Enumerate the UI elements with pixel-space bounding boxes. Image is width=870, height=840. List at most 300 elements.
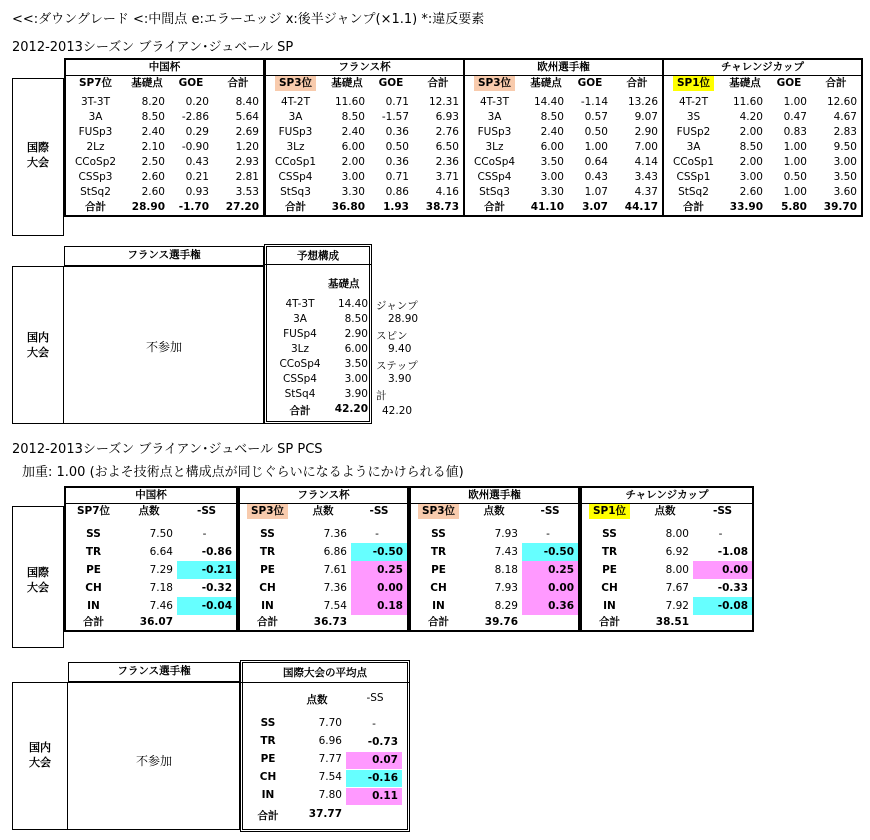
element-total: 2.90 — [634, 126, 658, 138]
component-score: 7.54 — [323, 600, 347, 612]
event-name: 欧州選手権 — [410, 487, 579, 504]
element-row — [663, 95, 862, 110]
component-code: PE — [602, 564, 617, 576]
sp-domestic-absent: 不参加 — [145, 340, 182, 354]
element-code: StSq2 — [678, 186, 709, 198]
element-total: 9.07 — [634, 111, 658, 123]
sum-base: 33.90 — [729, 201, 763, 213]
component-code: PE — [86, 564, 101, 576]
component-code: PE — [431, 564, 446, 576]
sp-domestic-name: フランス選手権 — [127, 249, 201, 261]
goe-value: 0.36 — [385, 126, 409, 138]
event-name: フランス杯 — [265, 59, 464, 76]
base-value: 11.60 — [732, 96, 763, 108]
forecast-note: 計 — [376, 390, 387, 402]
rank-badge — [410, 504, 466, 520]
pcs-row — [239, 525, 408, 543]
sum-score: 36.07 — [139, 616, 173, 628]
component-code: CH — [85, 582, 102, 594]
goe-value: 0.93 — [185, 186, 209, 198]
element-row — [464, 110, 663, 125]
goe-value: 0.86 — [385, 186, 409, 198]
col-total: 合計 — [626, 77, 648, 89]
goe-value: 1.00 — [783, 186, 807, 198]
forecast-note: 9.40 — [388, 343, 412, 355]
component-diff: 0.00 — [522, 579, 579, 597]
goe-value: 0.71 — [385, 171, 409, 183]
component-diff: 0.00 — [693, 561, 753, 579]
element-row — [265, 170, 464, 185]
component-diff: -0.04 — [177, 597, 237, 615]
sum-label: 合計 — [428, 616, 449, 628]
forecast-base: 3.00 — [344, 373, 368, 385]
rank-badge — [464, 76, 524, 92]
goe-value: -1.57 — [381, 111, 409, 123]
element-row — [265, 110, 464, 125]
component-score: 7.29 — [149, 564, 173, 576]
element-total: 6.50 — [435, 141, 459, 153]
forecast-note: ジャンプ — [376, 300, 418, 312]
base-value: 3.00 — [341, 171, 365, 183]
pcs-event-table — [409, 486, 580, 632]
forecast-col-base: 基礎点 — [328, 278, 360, 290]
element-row — [663, 155, 862, 170]
base-value: 8.50 — [341, 111, 365, 123]
base-value: 2.60 — [739, 186, 763, 198]
element-total: 2.36 — [435, 156, 459, 168]
element-row — [464, 140, 663, 155]
pcs-event-table — [238, 486, 409, 632]
pcs-row — [239, 561, 408, 579]
sp-event-table — [463, 58, 664, 217]
sum-total: 27.20 — [225, 201, 259, 213]
element-total: 2.93 — [235, 156, 259, 168]
component-diff: -0.32 — [201, 582, 233, 594]
col-goe: GOE — [178, 77, 204, 89]
element-code: StSq3 — [280, 186, 311, 198]
event-name: チャレンジカップ — [581, 487, 753, 504]
forecast-element: CSSp4 — [282, 373, 317, 385]
average-diff: - — [372, 718, 376, 730]
element-code: CSSp4 — [477, 171, 512, 183]
average-divider — [240, 682, 410, 683]
base-value: 3.30 — [341, 186, 365, 198]
element-code: 3A — [686, 141, 701, 153]
base-value: 6.00 — [341, 141, 365, 153]
col-total: 合計 — [227, 77, 249, 89]
element-row — [65, 170, 264, 185]
pcs-row — [65, 561, 237, 579]
component-diff: -0.86 — [201, 546, 233, 558]
component-score: 7.43 — [494, 546, 518, 558]
goe-value: -2.86 — [181, 111, 209, 123]
pcs-row — [65, 543, 237, 561]
component-score: 8.29 — [494, 600, 518, 612]
component-score: 8.00 — [665, 528, 689, 540]
forecast-element: FUSp4 — [283, 328, 317, 340]
average-score: 7.80 — [318, 789, 342, 801]
rank-badge-fill: SP1位 — [673, 76, 714, 92]
sum-label: 合計 — [599, 616, 620, 628]
base-value: 2.40 — [540, 126, 564, 138]
pcs-weight: 加重: 1.00 (およそ技術点と構成点が同じぐらいになるようにかけられる値) — [22, 465, 464, 480]
sum-label: 合計 — [257, 616, 278, 628]
average-col-diff: -SS — [366, 692, 384, 704]
base-value: 2.00 — [341, 156, 365, 168]
sum-score: 36.73 — [313, 616, 347, 628]
sum-label: 合計 — [85, 201, 106, 213]
component-code: TR — [430, 546, 447, 558]
forecast-base: 6.00 — [344, 343, 368, 355]
element-row — [265, 140, 464, 155]
element-total: 3.53 — [235, 186, 259, 198]
col-score: 点数 — [312, 505, 334, 517]
element-code: FUSp3 — [477, 126, 512, 138]
base-value: 2.00 — [739, 156, 763, 168]
average-diff: -0.73 — [367, 736, 398, 748]
goe-value: 1.00 — [584, 141, 608, 153]
pcs-row — [581, 543, 753, 561]
col-base: 基礎点 — [331, 77, 363, 89]
component-score: 7.36 — [323, 582, 347, 594]
pcs-event-table — [64, 486, 238, 632]
component-diff: - — [202, 528, 207, 540]
component-diff: 0.00 — [351, 579, 408, 597]
component-code: CH — [601, 582, 618, 594]
element-row — [663, 140, 862, 155]
element-total: 7.00 — [634, 141, 658, 153]
element-row — [65, 185, 264, 200]
rank-badge-fill: SP3位 — [418, 504, 459, 520]
event-name: チャレンジカップ — [663, 59, 862, 76]
element-row — [663, 185, 862, 200]
component-code: SS — [431, 528, 446, 540]
element-code: 4T-2T — [678, 96, 708, 108]
event-name: フランス杯 — [239, 487, 408, 504]
pcs-row — [239, 597, 408, 615]
element-code: CCoSp1 — [672, 156, 715, 168]
element-code: CSSp1 — [676, 171, 711, 183]
col-diff: -SS — [197, 505, 217, 517]
base-value: 4.20 — [739, 111, 763, 123]
element-row — [464, 185, 663, 200]
element-row — [65, 125, 264, 140]
sp-title: 2012-2013シーズン ブライアン･ジュベール SP — [12, 40, 294, 55]
goe-value: 1.00 — [783, 141, 807, 153]
col-total: 合計 — [825, 77, 847, 89]
forecast-sum-label: 合計 — [289, 405, 311, 417]
element-row — [265, 125, 464, 140]
element-total: 4.14 — [634, 156, 658, 168]
pcs-row — [410, 597, 579, 615]
element-total: 2.69 — [235, 126, 259, 138]
sum-goe: -1.70 — [178, 201, 209, 213]
component-diff: -1.08 — [717, 546, 749, 558]
forecast-element: 3Lz — [290, 343, 310, 355]
element-code: StSq2 — [80, 186, 111, 198]
col-diff: -SS — [540, 505, 560, 517]
average-code: TR — [260, 735, 276, 747]
element-code: 3Lz — [286, 141, 305, 153]
element-code: 3S — [686, 111, 701, 123]
element-row — [265, 185, 464, 200]
base-value: 6.00 — [540, 141, 564, 153]
forecast-title: 予想構成 — [297, 250, 339, 262]
element-row — [464, 95, 663, 110]
sum-goe: 1.93 — [383, 201, 409, 213]
base-value: 8.50 — [739, 141, 763, 153]
element-total: 12.31 — [428, 96, 459, 108]
sum-row — [464, 200, 663, 216]
element-total: 3.50 — [833, 171, 857, 183]
element-total: 3.00 — [833, 156, 857, 168]
event-name: 欧州選手権 — [464, 59, 663, 76]
col-base: 基礎点 — [530, 77, 562, 89]
pcs-row — [65, 597, 237, 615]
component-diff: - — [375, 528, 379, 540]
col-score: 点数 — [138, 505, 160, 517]
sum-base: 41.10 — [530, 201, 564, 213]
sum-row — [65, 200, 264, 216]
average-code: PE — [260, 753, 276, 765]
sum-base: 28.90 — [131, 201, 165, 213]
forecast-divider — [264, 264, 372, 265]
base-value: 8.50 — [540, 111, 564, 123]
pcs-row — [410, 525, 579, 543]
element-code: 3T-3T — [80, 96, 110, 108]
element-row — [265, 155, 464, 170]
component-code: IN — [603, 600, 616, 612]
goe-value: 0.71 — [385, 96, 409, 108]
col-base: 基礎点 — [131, 77, 163, 89]
base-value: 14.40 — [533, 96, 564, 108]
goe-value: 0.50 — [783, 171, 807, 183]
element-code: StSq3 — [479, 186, 510, 198]
col-goe: GOE — [378, 77, 404, 89]
average-col-score: 点数 — [306, 694, 328, 706]
component-diff: 0.36 — [522, 597, 579, 615]
element-total: 3.43 — [634, 171, 658, 183]
element-code: FUSp3 — [78, 126, 113, 138]
base-value: 3.30 — [540, 186, 564, 198]
average-score: 7.77 — [318, 753, 342, 765]
goe-value: 1.00 — [783, 96, 807, 108]
component-diff: -0.08 — [693, 597, 753, 615]
element-row — [663, 110, 862, 125]
component-score: 7.67 — [665, 582, 689, 594]
goe-value: 1.00 — [783, 156, 807, 168]
element-row — [663, 170, 862, 185]
element-code: CSSp3 — [78, 171, 113, 183]
sum-empty — [177, 615, 237, 631]
rank-badge-fill: SP3位 — [474, 76, 515, 92]
pcs-row — [581, 525, 753, 543]
forecast-element: 4T-3T — [285, 298, 315, 310]
element-row — [65, 140, 264, 155]
base-value: 2.10 — [141, 141, 165, 153]
base-value: 3.00 — [739, 171, 763, 183]
element-total: 3.60 — [833, 186, 857, 198]
forecast-note: 28.90 — [388, 313, 419, 325]
forecast-base: 8.50 — [344, 313, 368, 325]
forecast-sum: 42.20 — [334, 403, 368, 415]
goe-value: 0.21 — [185, 171, 209, 183]
element-total: 8.40 — [235, 96, 259, 108]
base-value: 2.60 — [141, 171, 165, 183]
component-score: 6.64 — [149, 546, 173, 558]
base-value: 8.50 — [141, 111, 165, 123]
average-sum: 37.77 — [308, 808, 342, 820]
goe-value: 0.36 — [385, 156, 409, 168]
rank-badge — [581, 504, 637, 520]
col-diff: -SS — [369, 505, 389, 517]
rank-badge: SP7位 — [78, 77, 113, 89]
average-diff: -0.16 — [346, 770, 402, 787]
element-code: 3A — [487, 111, 502, 123]
col-goe: GOE — [776, 77, 802, 89]
component-diff: -0.50 — [351, 543, 408, 561]
element-row — [464, 155, 663, 170]
average-title: 国際大会の平均点 — [283, 667, 367, 679]
element-total: 5.64 — [235, 111, 259, 123]
goe-value: -0.90 — [181, 141, 209, 153]
base-value: 2.40 — [141, 126, 165, 138]
component-code: IN — [87, 600, 100, 612]
element-row — [464, 125, 663, 140]
component-score: 8.00 — [665, 564, 689, 576]
base-value: 8.20 — [141, 96, 165, 108]
col-goe: GOE — [577, 77, 603, 89]
sum-empty — [522, 615, 579, 631]
component-score: 7.50 — [149, 528, 173, 540]
component-diff: -0.50 — [522, 543, 579, 561]
element-total: 13.26 — [627, 96, 658, 108]
forecast-base: 3.50 — [344, 358, 368, 370]
pcs-row — [410, 543, 579, 561]
component-code: PE — [260, 564, 275, 576]
component-diff: -0.33 — [717, 582, 749, 594]
pcs-row — [410, 561, 579, 579]
component-diff: -0.21 — [177, 561, 237, 579]
component-score: 7.36 — [323, 528, 347, 540]
base-value: 2.60 — [141, 186, 165, 198]
base-value: 2.50 — [141, 156, 165, 168]
average-code: CH — [259, 771, 277, 783]
forecast-element: 3A — [293, 313, 307, 325]
pcs-domestic-label: 国内 大会 — [29, 741, 51, 769]
average-diff: 0.11 — [346, 788, 402, 805]
sum-score: 39.76 — [484, 616, 518, 628]
pcs-domestic-absent: 不参加 — [135, 754, 172, 768]
element-code: CCoSp1 — [274, 156, 317, 168]
element-total: 12.60 — [826, 96, 857, 108]
col-total: 合計 — [427, 77, 449, 89]
goe-value: 0.29 — [185, 126, 209, 138]
element-total: 9.50 — [833, 141, 857, 153]
element-code: FUSp2 — [676, 126, 711, 138]
component-diff: - — [546, 528, 550, 540]
pcs-sum-row — [239, 615, 408, 631]
pcs-event-table — [580, 486, 754, 632]
component-code: CH — [259, 582, 276, 594]
element-total: 4.16 — [435, 186, 459, 198]
sp-event-table — [64, 58, 265, 217]
component-score: 7.46 — [149, 600, 173, 612]
base-value: 3.00 — [540, 171, 564, 183]
goe-value: 0.50 — [584, 126, 608, 138]
pcs-sum-row — [410, 615, 579, 631]
component-code: TR — [259, 546, 276, 558]
element-total: 2.81 — [235, 171, 259, 183]
base-value: 2.40 — [341, 126, 365, 138]
component-score: 7.61 — [323, 564, 347, 576]
rank-badge: SP7位 — [76, 505, 111, 517]
element-code: 2Lz — [86, 141, 105, 153]
component-score: 7.92 — [665, 600, 689, 612]
component-diff: 0.25 — [522, 561, 579, 579]
forecast-note: ステップ — [376, 360, 418, 372]
component-code: TR — [85, 546, 102, 558]
base-value: 11.60 — [334, 96, 365, 108]
element-code: 3Lz — [485, 141, 504, 153]
element-code: CSSp4 — [278, 171, 313, 183]
element-row — [65, 110, 264, 125]
pcs-row — [65, 525, 237, 543]
element-code: CCoSp2 — [74, 156, 117, 168]
average-code: IN — [261, 789, 275, 801]
forecast-base: 3.90 — [344, 388, 368, 400]
element-total: 2.76 — [435, 126, 459, 138]
rank-badge-fill: SP3位 — [247, 504, 288, 520]
rank-badge — [239, 504, 295, 520]
base-value: 3.50 — [540, 156, 564, 168]
sum-score: 38.51 — [655, 616, 689, 628]
element-code: FUSp3 — [278, 126, 313, 138]
element-code: 3A — [88, 111, 103, 123]
forecast-element: StSq4 — [284, 388, 316, 400]
sum-empty — [351, 615, 408, 631]
component-score: 6.86 — [323, 546, 347, 558]
sum-row — [663, 200, 862, 216]
pcs-domestic-name: フランス選手権 — [117, 665, 191, 677]
forecast-base: 2.90 — [344, 328, 368, 340]
col-diff: -SS — [713, 505, 733, 517]
element-code: 4T-2T — [280, 96, 310, 108]
average-score: 7.70 — [318, 717, 342, 729]
goe-value: 0.43 — [584, 171, 608, 183]
sum-goe: 5.80 — [781, 201, 807, 213]
sum-empty — [693, 615, 753, 631]
goe-value: 0.50 — [385, 141, 409, 153]
element-total: 1.20 — [235, 141, 259, 153]
pcs-row — [581, 579, 753, 597]
forecast-element: CCoSp4 — [279, 358, 321, 370]
base-value: 2.00 — [739, 126, 763, 138]
legend-line: <<:ダウングレード <:中間点 e:エラーエッジ x:後半ジャンプ(×1.1) *:違反要素 — [12, 12, 485, 27]
col-base: 基礎点 — [729, 77, 761, 89]
pcs-title: 2012-2013シーズン ブライアン･ジュベール SP PCS — [12, 442, 323, 457]
component-score: 8.18 — [494, 564, 518, 576]
component-score: 7.93 — [494, 528, 518, 540]
sum-goe: 3.07 — [582, 201, 608, 213]
forecast-sum-note: 42.20 — [382, 405, 413, 417]
component-code: IN — [432, 600, 445, 612]
element-code: 4T-3T — [479, 96, 509, 108]
rank-badge-fill: SP3位 — [275, 76, 316, 92]
sum-label: 合計 — [83, 616, 104, 628]
intl-label: 国際 大会 — [27, 141, 49, 169]
element-row — [265, 95, 464, 110]
